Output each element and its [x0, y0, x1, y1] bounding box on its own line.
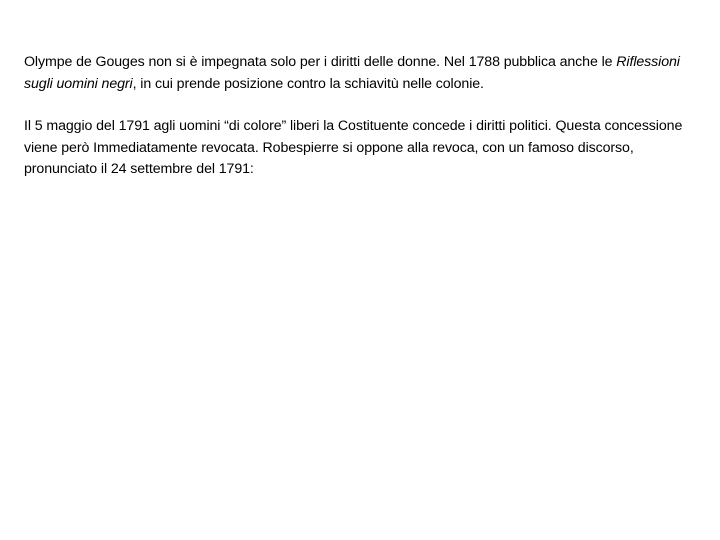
paragraph-costituente: Il 5 maggio del 1791 agli uomini “di colore” liberi la Costituente concede i diritti politici. Questa concessione viene però Immediatamente revocata. Robespierre si oppone alla revoca, con un famoso discorso, pronunciato il 24 settembre del 1791:: [24, 118, 683, 177]
paragraph-olympe-de-gouges: [24, 52, 684, 95]
paragraph-1-text-end: , in cui prende posizione contro la schiavitù nelle colonie.: [132, 75, 484, 92]
paragraph-1-text: Olympe de Gouges non si è impegnata solo per i diritti delle donne. Nel 1788 pubblica anche le: [24, 54, 617, 70]
slide-content: [24, 52, 684, 223]
book-title-italic: Riflessioni sugli uomini negri: [24, 54, 680, 92]
